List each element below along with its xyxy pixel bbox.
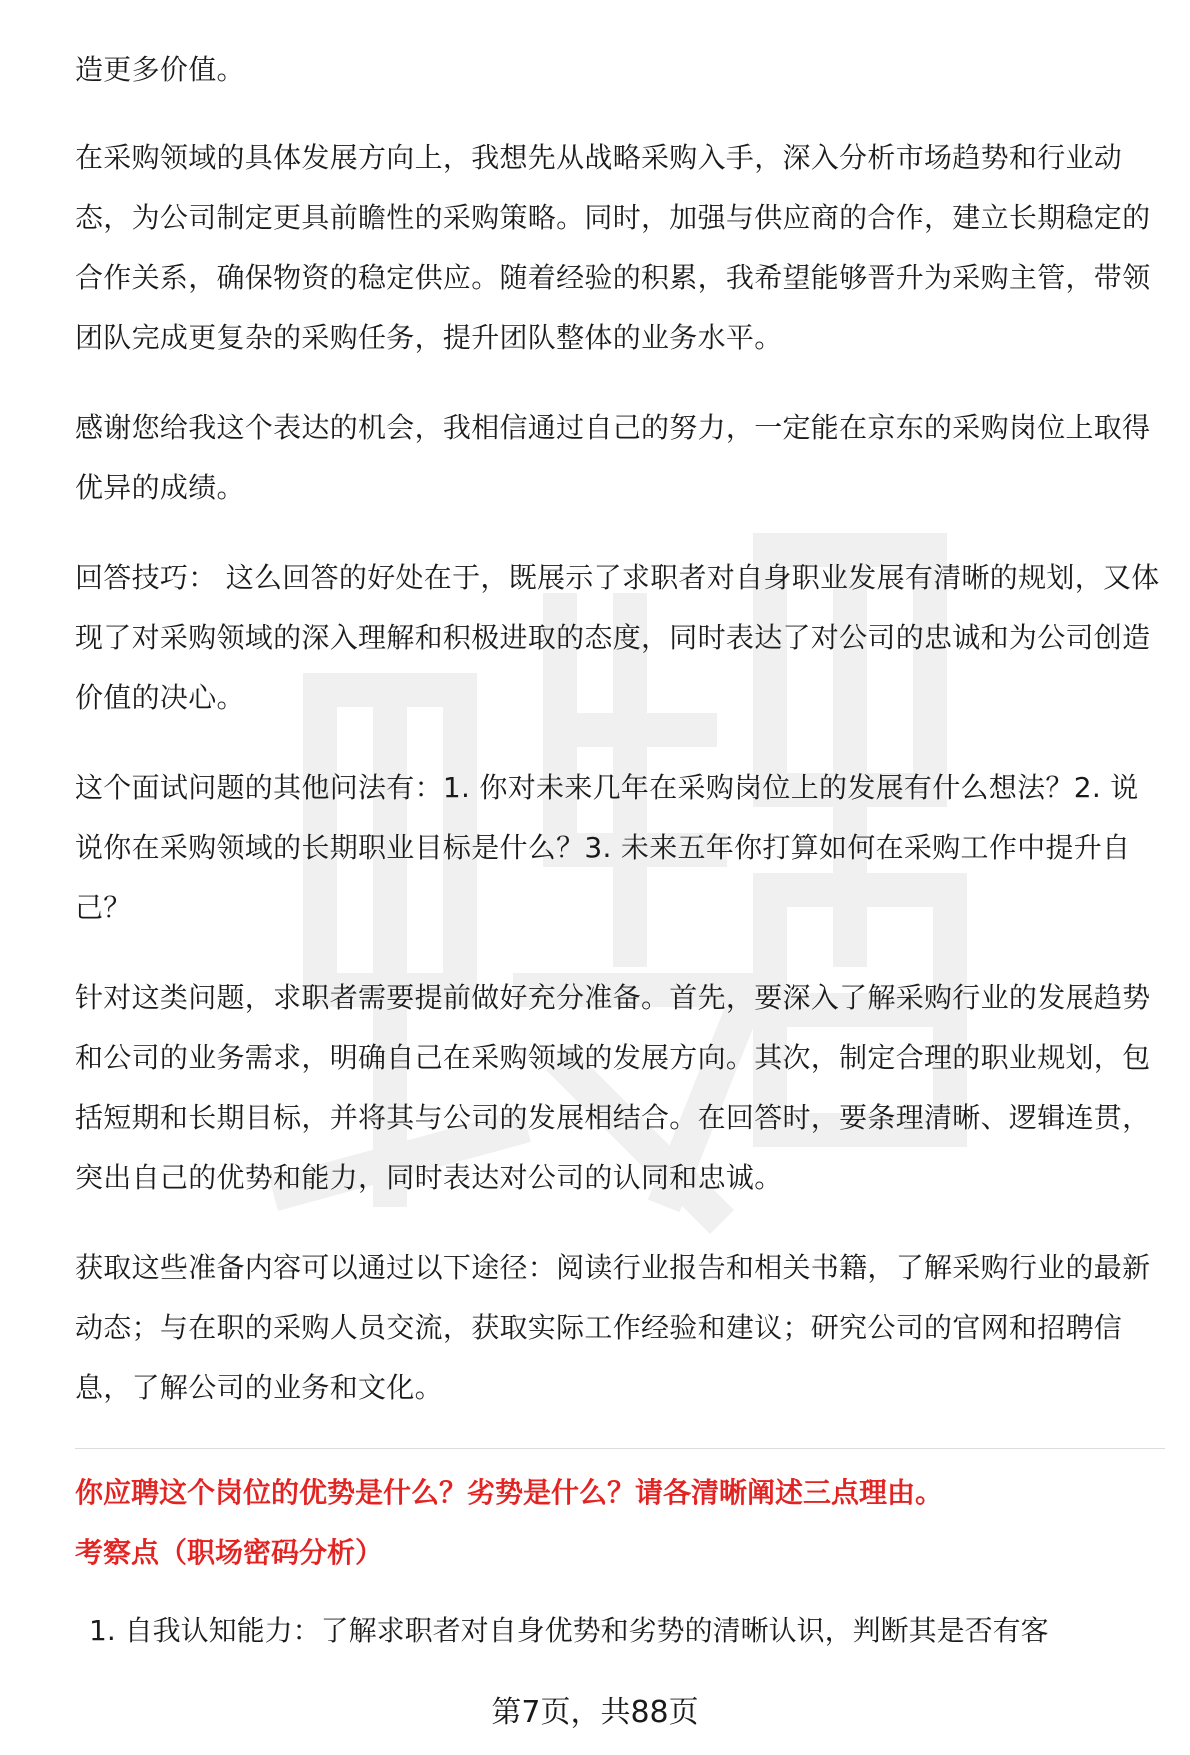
section-divider xyxy=(75,1448,1165,1449)
paragraph-alternative-questions: 这个面试问题的其他问法有：1. 你对未来几年在采购岗位上的发展有什么想法？2. 说说你在采购领域的长期职业目标是什么？3. 未来五年你打算如何在采购工作中提升自己？ xyxy=(75,771,1139,924)
document-body xyxy=(75,40,1165,1661)
paragraph-continuation: 造更多价值。 xyxy=(75,53,245,86)
question-subtitle: 考察点（职场密码分析） xyxy=(75,1536,384,1569)
paragraph-development-direction: 在采购领域的具体发展方向上，我想先从战略采购入手，深入分析市场趋势和行业动态，为公司制定更具前瞻性的采购策略。同时，加强与供应商的合作，建立长期稳定的合作关系，确保物资的稳定供应。随着经验的积累，我希望能够晋升为采购主管，带领团队完成更复杂的采购任务，提升团队整体的业务水平。 xyxy=(75,141,1151,354)
paragraph-preparation: 针对这类问题，求职者需要提前做好充分准备。首先，要深入了解采购行业的发展趋势和公司的业务需求，明确自己在采购领域的发展方向。其次，制定合理的职业规划，包括短期和长期目标，并将其与公司的发展相结合。在回答时，要条理清晰、逻辑连贯，突出自己的优势和能力，同时表达对公司的认同和忠诚。 xyxy=(75,981,1151,1194)
list-item: 1. 自我认知能力：了解求职者对自身优势和劣势的清晰认识，判断其是否有客 xyxy=(89,1614,1049,1647)
paragraph-thanks: 感谢您给我这个表达的机会，我相信通过自己的努力，一定能在京东的采购岗位上取得优异的成绩。 xyxy=(75,411,1151,504)
question-title: 你应聘这个岗位的优势是什么？劣势是什么？请各清晰阐述三点理由。 xyxy=(75,1476,944,1509)
paragraph-resources: 获取这些准备内容可以通过以下途径：阅读行业报告和相关书籍，了解采购行业的最新动态；与在职的采购人员交流，获取实际工作经验和建议；研究公司的官网和招聘信息，了解公司的业务和文化。 xyxy=(75,1251,1151,1404)
paragraph-answer-tips: 回答技巧： 这么回答的好处在于，既展示了求职者对自身职业发展有清晰的规划，又体现了对采购领域的深入理解和积极进取的态度，同时表达了对公司的忠诚和为公司创造价值的决心。 xyxy=(75,561,1160,714)
page-number: 第7页，共88页 xyxy=(491,1695,699,1730)
